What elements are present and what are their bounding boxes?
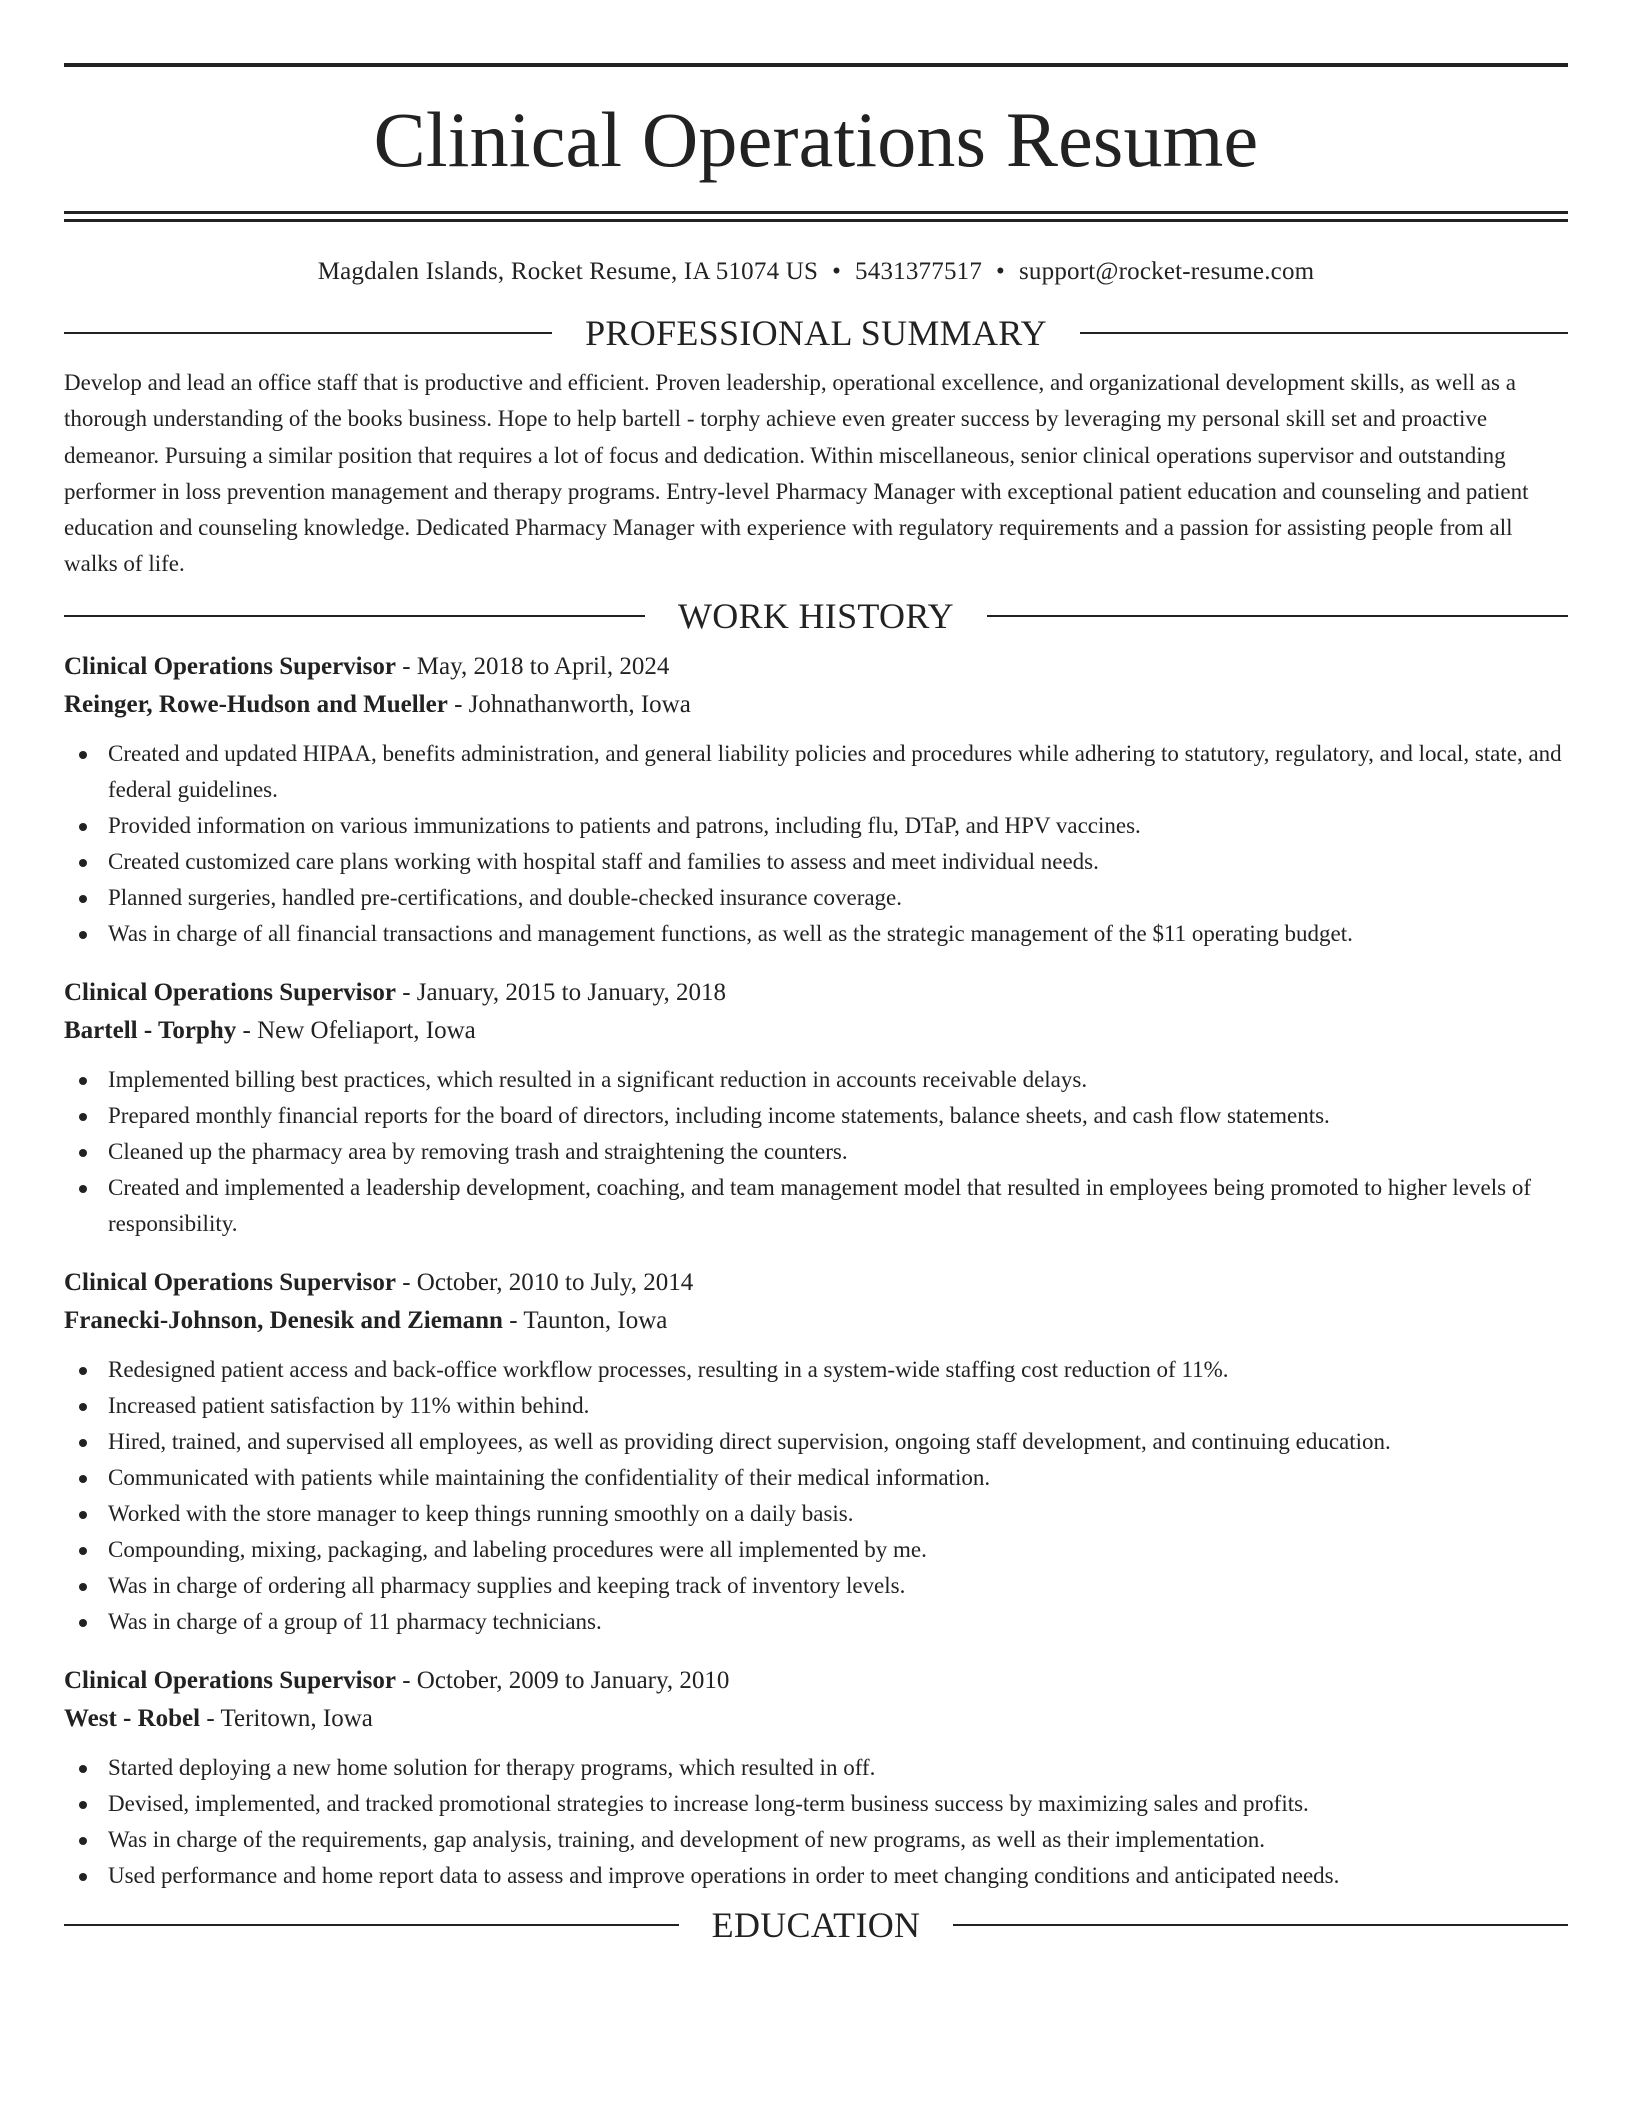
job-location: - Johnathanworth, Iowa bbox=[447, 690, 691, 718]
job-company: Franecki-Johnson, Denesik and Ziemann bbox=[64, 1306, 503, 1334]
job-dates: - October, 2009 to January, 2010 bbox=[395, 1666, 730, 1694]
top-rule bbox=[64, 63, 1568, 67]
job-bullet: Was in charge of a group of 11 pharmacy technicians. bbox=[64, 1604, 1568, 1640]
section-title: PROFESSIONAL SUMMARY bbox=[585, 313, 1047, 353]
job-title: Clinical Operations Supervisor bbox=[64, 1666, 396, 1694]
job-company-line bbox=[64, 1012, 1568, 1050]
job-bullet: Was in charge of ordering all pharmacy supplies and keeping track of inventory levels. bbox=[64, 1568, 1568, 1604]
job-title-line bbox=[64, 974, 1568, 1012]
job-company-line bbox=[64, 686, 1568, 724]
job-entry bbox=[64, 648, 1568, 952]
job-location: - Teritown, Iowa bbox=[200, 1704, 373, 1732]
section-heading-work-history bbox=[64, 596, 1568, 636]
job-bullet-list bbox=[64, 1750, 1568, 1894]
job-location: - New Ofeliaport, Iowa bbox=[236, 1016, 476, 1044]
contact-separator: • bbox=[832, 258, 842, 285]
contact-email[interactable]: support@rocket-resume.com bbox=[1019, 258, 1315, 285]
section-heading-education bbox=[64, 1905, 1568, 1945]
heading-rule bbox=[987, 615, 1568, 617]
job-dates: - January, 2015 to January, 2018 bbox=[395, 978, 726, 1006]
job-bullet: Planned surgeries, handled pre-certifications, and double-checked insurance coverage. bbox=[64, 880, 1568, 916]
section-title: WORK HISTORY bbox=[678, 595, 954, 636]
job-bullet-list bbox=[64, 1062, 1568, 1242]
job-title: Clinical Operations Supervisor bbox=[64, 1268, 396, 1296]
heading-rule bbox=[1080, 332, 1568, 334]
job-company: Bartell - Torphy bbox=[64, 1016, 237, 1044]
job-title: Clinical Operations Supervisor bbox=[64, 652, 396, 680]
heading-rule bbox=[953, 1924, 1568, 1926]
job-bullet-list bbox=[64, 736, 1568, 952]
contact-address: Magdalen Islands, Rocket Resume, IA 51074 US bbox=[317, 258, 819, 285]
job-bullet: Created customized care plans working with hospital staff and families to assess and meet individual needs. bbox=[64, 844, 1568, 880]
job-bullet: Compounding, mixing, packaging, and labeling procedures were all implemented by me. bbox=[64, 1532, 1568, 1568]
job-bullet-list bbox=[64, 1352, 1568, 1640]
summary-text: Develop and lead an office staff that is productive and efficient. Proven leadership, operational excellence, and organizational development skills, as well as a thorough understanding of the books business. Hope to help bartell - torphy achieve even greater success by leveraging my personal skill set and proactive demeanor. Pursuing a similar position that requires a lot of focus and dedication. Within miscellaneous, senior clinical operations supervisor and outstanding performer in loss prevention management and therapy programs. Entry-level Pharmacy Manager with exceptional patient education and counseling and patient education and counseling knowledge. Dedicated Pharmacy Manager with experience with regulatory requirements and a passion for assisting people from all walks of life. bbox=[64, 370, 1529, 577]
job-entry bbox=[64, 1662, 1568, 1894]
section-heading-summary bbox=[64, 313, 1568, 353]
job-bullet: Redesigned patient access and back-office workflow processes, resulting in a system-wide staffing cost reduction of 11%. bbox=[64, 1352, 1568, 1388]
job-bullet: Was in charge of all financial transactions and management functions, as well as the strategic management of the $11 operating budget. bbox=[64, 916, 1568, 952]
job-company: Reinger, Rowe-Hudson and Mueller bbox=[64, 690, 448, 718]
contact-line bbox=[64, 257, 1568, 287]
job-title-line bbox=[64, 1264, 1568, 1302]
job-bullet: Used performance and home report data to assess and improve operations in order to meet changing conditions and anticipated needs. bbox=[64, 1858, 1568, 1894]
job-bullet: Communicated with patients while maintaining the confidentiality of their medical information. bbox=[64, 1460, 1568, 1496]
job-bullet: Created and implemented a leadership development, coaching, and team management model that resulted in employees being promoted to higher levels of responsibility. bbox=[64, 1170, 1568, 1242]
job-location: - Taunton, Iowa bbox=[502, 1306, 668, 1334]
job-title: Clinical Operations Supervisor bbox=[64, 978, 396, 1006]
title-double-rule bbox=[64, 211, 1568, 222]
job-bullet: Cleaned up the pharmacy area by removing trash and straightening the counters. bbox=[64, 1134, 1568, 1170]
job-dates: - May, 2018 to April, 2024 bbox=[395, 652, 670, 680]
heading-rule bbox=[64, 332, 552, 334]
resume-title: Clinical Operations Resume bbox=[373, 96, 1259, 183]
job-bullet: Prepared monthly financial reports for the board of directors, including income statements, balance sheets, and cash flow statements. bbox=[64, 1098, 1568, 1134]
job-company-line bbox=[64, 1302, 1568, 1340]
job-entry bbox=[64, 1264, 1568, 1640]
job-entry bbox=[64, 974, 1568, 1242]
job-bullet: Implemented billing best practices, which resulted in a significant reduction in accounts receivable delays. bbox=[64, 1062, 1568, 1098]
contact-phone: 5431377517 bbox=[855, 258, 983, 285]
job-bullet: Created and updated HIPAA, benefits administration, and general liability policies and procedures while adhering to statutory, regulatory, and local, state, and federal guidelines. bbox=[64, 736, 1568, 808]
job-bullet: Increased patient satisfaction by 11% within behind. bbox=[64, 1388, 1568, 1424]
job-company: West - Robel bbox=[64, 1704, 201, 1732]
job-company-line bbox=[64, 1700, 1568, 1738]
job-bullet: Was in charge of the requirements, gap analysis, training, and development of new programs, as well as their implementation. bbox=[64, 1822, 1568, 1858]
resume-page bbox=[64, 63, 1568, 1945]
job-bullet: Hired, trained, and supervised all employees, as well as providing direct supervision, ongoing staff development, and continuing education. bbox=[64, 1424, 1568, 1460]
job-bullet: Started deploying a new home solution for therapy programs, which resulted in off. bbox=[64, 1750, 1568, 1786]
job-bullet: Devised, implemented, and tracked promotional strategies to increase long-term business success by maximizing sales and profits. bbox=[64, 1786, 1568, 1822]
work-history-list bbox=[64, 648, 1568, 1894]
contact-separator: • bbox=[996, 258, 1005, 285]
job-dates: - October, 2010 to July, 2014 bbox=[395, 1268, 694, 1296]
job-bullet: Worked with the store manager to keep things running smoothly on a daily basis. bbox=[64, 1496, 1568, 1532]
heading-rule bbox=[64, 1924, 679, 1926]
heading-rule bbox=[64, 615, 645, 617]
job-bullet: Provided information on various immunizations to patients and patrons, including flu, DTaP, and HPV vaccines. bbox=[64, 808, 1568, 844]
job-title-line bbox=[64, 648, 1568, 686]
job-title-line bbox=[64, 1662, 1568, 1700]
section-title: EDUCATION bbox=[711, 1904, 921, 1945]
